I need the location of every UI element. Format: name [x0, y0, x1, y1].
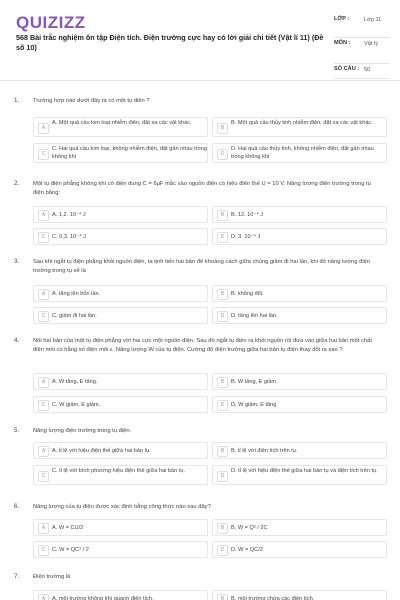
answer-option-a[interactable] — [33, 117, 208, 137]
answer-option-a[interactable] — [33, 206, 208, 223]
question-number: 2. — [14, 180, 20, 187]
option-text: A. 1,2. 10⁻⁴ J — [52, 212, 86, 218]
option-text: B. W = Q² / 2C — [231, 525, 268, 531]
answer-option-d[interactable] — [212, 143, 387, 163]
option-text: B. môi trường chứa các điện tích. — [231, 596, 315, 600]
option-letter: C — [38, 400, 49, 411]
option-text: D. W = QC/2 — [231, 547, 263, 553]
question-text: Trường hợp nào dưới đây ta có một tụ điện ? — [33, 98, 150, 104]
option-letter: A — [38, 377, 49, 388]
answer-option-d[interactable] — [212, 396, 387, 413]
option-text: C. W giảm, E giảm. — [52, 402, 101, 408]
option-text: D. tăng lên hai lần. — [231, 313, 278, 319]
option-letter: D — [217, 545, 228, 556]
option-text: A. W = CU/2 — [52, 525, 84, 531]
option-text: A. Một quả cầu kim loại nhiễm điện, đặt xa các vật khác. — [52, 120, 192, 126]
question-text: Một tụ điện phẳng không khí có điện dung C = 6μF mắc vào nguồn điện có hiệu điện thế U = 10 V. Năng lượng điện trường trong tụ điện bằng: — [33, 181, 371, 196]
option-letter: C — [38, 471, 49, 482]
answer-option-d[interactable] — [212, 228, 387, 245]
answer-option-b[interactable] — [212, 519, 387, 536]
answer-option-d[interactable] — [212, 307, 387, 324]
answer-option-c[interactable] — [33, 465, 208, 485]
answer-option-c[interactable] — [33, 541, 208, 558]
option-text: D. Hai quả cầu thủy tinh, không nhiễm điện, đặt gần nhau trong không khí — [231, 146, 374, 160]
option-text: D. W giảm, E tăng — [231, 402, 277, 408]
option-text: D. 3. 10⁻⁴ J — [231, 234, 261, 240]
option-letter: B — [217, 377, 228, 388]
meta-count-value: 50 — [364, 67, 371, 73]
option-letter: B — [217, 289, 228, 300]
worksheet-title: 568 Bài trắc nghiệm ôn tập Điện tích. Điện trường cực hay có lời giải chi tiết (Vật lí 11) (Đề số 10) — [16, 33, 324, 52]
question-text: Nối hai bản của một tụ điện phẳng với hai cực một nguồn điện. Sau đó ngắt tụ điện ra khỏi nguồn rồi đưa vào giữa hai bản một chất điện môi có hằng số điện môi ε. Năng lượng W của tụ điện. Cường độ điện trường giữa hai bản tụ điện thay đổi ra sao ? — [33, 338, 372, 353]
option-letter: B — [217, 594, 228, 600]
option-text: C. W = QC² / 2 — [52, 547, 89, 553]
option-letter: A — [38, 446, 49, 457]
answer-option-d[interactable] — [212, 465, 387, 485]
option-letter: C — [38, 232, 49, 243]
option-text: C. 0,3. 10⁻⁴ J — [52, 234, 86, 240]
option-text: B. W tăng, E giảm. — [231, 379, 278, 385]
option-letter: A — [38, 594, 49, 600]
option-text: B. Một quả cầu thủy tinh nhiễm điện, đặt xa các vật khác. — [231, 120, 373, 126]
option-letter: C — [38, 311, 49, 322]
question-number: 5. — [14, 427, 20, 434]
answer-option-b[interactable] — [212, 117, 387, 137]
option-text: B. tỉ lệ với điện tích trên tụ. — [231, 448, 298, 454]
option-letter: D — [217, 149, 228, 160]
option-letter: A — [38, 523, 49, 534]
answer-option-b[interactable] — [212, 285, 387, 302]
option-text: B. 12. 10⁻⁴ J — [231, 212, 264, 218]
meta-count-row — [334, 64, 390, 79]
answer-option-d[interactable] — [212, 541, 387, 558]
option-letter: A — [38, 123, 49, 134]
option-text: A. W tăng, E tăng. — [52, 379, 98, 385]
worksheet-header — [0, 0, 400, 81]
quizizz-logo: QUIZIZZ — [16, 13, 86, 32]
answer-option-b[interactable] — [212, 442, 387, 459]
question-number: 4. — [14, 337, 20, 344]
answer-option-c[interactable] — [33, 307, 208, 324]
answer-option-b[interactable] — [212, 590, 387, 600]
answer-option-a[interactable] — [33, 373, 208, 390]
meta-class-row — [334, 14, 390, 38]
answer-option-c[interactable] — [33, 396, 208, 413]
answer-option-b[interactable] — [212, 373, 387, 390]
option-letter: D — [217, 232, 228, 243]
option-text: C. tỉ lệ với bình phương hiệu điện thế giữa hai bản tụ. — [52, 468, 185, 474]
option-letter: D — [217, 311, 228, 322]
meta-count-label: SỐ CÂU : — [334, 66, 360, 72]
option-letter: D — [217, 400, 228, 411]
option-letter: B — [217, 123, 228, 134]
question-number: 6. — [14, 503, 20, 510]
meta-class-value: Lớp 11 — [364, 17, 382, 23]
option-text: A. tỉ lệ với hiệu điện thế giữa hai bản tụ. — [52, 448, 151, 454]
question-text: Sau khi ngắt tụ điện phẳng khỏi nguồn điện, ta tịnh tiến hai bản để khoảng cách giữa chúng giảm đi hai lần, khi đó năng lượng điện trường trong tụ sẽ là — [33, 259, 371, 274]
question-text: Năng lượng điện trường trong tụ điện. — [33, 428, 132, 434]
option-letter: A — [38, 289, 49, 300]
answer-option-a[interactable] — [33, 285, 208, 302]
option-letter: A — [38, 210, 49, 221]
answer-option-c[interactable] — [33, 143, 208, 163]
option-letter: C — [38, 149, 49, 160]
answer-option-c[interactable] — [33, 228, 208, 245]
answer-option-b[interactable] — [212, 206, 387, 223]
option-letter: B — [217, 446, 228, 457]
option-letter: C — [38, 545, 49, 556]
meta-class-label: LỚP : — [334, 16, 350, 22]
option-text: C. Hai quả cầu kim loại, không nhiễm điện, đặt gần nhau trong không khí — [52, 146, 207, 160]
answer-option-a[interactable] — [33, 442, 208, 459]
option-text: A. tăng lên bốn lần. — [52, 291, 101, 297]
option-text: A. môi trường không khí quanh điện tích. — [52, 596, 154, 600]
option-text: B. không đổi. — [231, 291, 264, 297]
worksheet-meta — [334, 14, 390, 79]
option-text: C. giảm đi hai lần. — [52, 313, 97, 319]
meta-subject-label: MÔN : — [334, 40, 351, 46]
meta-subject-row — [334, 38, 390, 64]
option-letter: D — [217, 471, 228, 482]
answer-option-a[interactable] — [33, 590, 208, 600]
option-letter: B — [217, 210, 228, 221]
question-number: 7. — [14, 573, 20, 580]
question-text: Năng lượng của tụ điện được xác định bằng công thức nào sau đây? — [33, 504, 211, 510]
option-letter: B — [217, 523, 228, 534]
question-text: Điện trường là — [33, 574, 71, 580]
question-number: 1. — [14, 97, 20, 104]
answer-option-a[interactable] — [33, 519, 208, 536]
meta-subject-value: Vật lý — [364, 41, 378, 47]
question-number: 3. — [14, 258, 20, 265]
option-text: D. tỉ lệ với hiệu điện thế giữa hai bản tụ và điện tích trên tụ. — [231, 468, 378, 474]
